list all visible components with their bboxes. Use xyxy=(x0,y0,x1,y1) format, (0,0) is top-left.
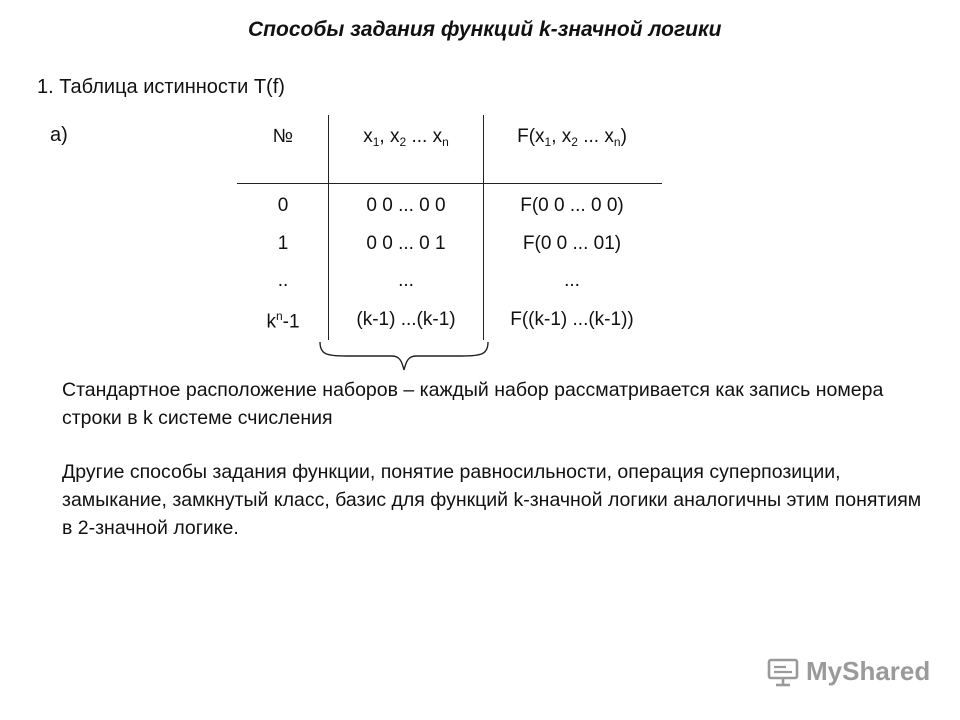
header-number: № xyxy=(272,126,294,147)
table-cell-function: ... xyxy=(564,270,580,291)
table-cell-arguments: 0 0 ... 0 1 xyxy=(366,233,446,254)
table-cell-arguments: ... xyxy=(398,270,414,291)
watermark-logo xyxy=(766,656,930,687)
table-cell-arguments: (k-1) ...(k-1) xyxy=(356,309,456,330)
page-title: Способы задания функций k-значной логики xyxy=(248,18,722,41)
table-cell-number: 0 xyxy=(277,195,289,216)
watermark-text: MyShared xyxy=(806,656,931,686)
table-cell-number: .. xyxy=(277,270,289,291)
table-cell-number: 1 xyxy=(277,233,289,254)
header-function: $F(x_1$, $x_2$ ... $x_n$) xyxy=(517,126,627,149)
presentation-icon xyxy=(766,657,800,687)
table-cell-function: F((k-1) ...(k-1)) xyxy=(510,309,634,330)
header-arguments: $x_1$, $x_2$ ... $x_n$ xyxy=(363,126,449,149)
table-header-divider xyxy=(237,183,662,184)
curly-brace-icon xyxy=(316,340,492,374)
item-label: а) xyxy=(50,124,68,146)
explanation-paragraph: Другие способы задания функции, понятие равносильности, операция суперпозиции, замыкание, замкнутый класс, базис для функций k-значной логики аналогичны этим понятиям в 2-значной логике. xyxy=(62,461,922,539)
section-heading: 1. Таблица истинности T(f) xyxy=(37,76,285,98)
explanation-paragraph: Стандартное расположение наборов – каждый набор рассматривается как запись номера строки в k системе счисления xyxy=(62,379,884,429)
table-cell-number: $k^n-1$ xyxy=(266,309,300,333)
table-cell-function: F(0 0 ... 0 0) xyxy=(520,195,624,216)
table-cell-arguments: 0 0 ... 0 0 xyxy=(366,195,446,216)
table-cell-function: F(0 0 ... 01) xyxy=(522,233,622,254)
